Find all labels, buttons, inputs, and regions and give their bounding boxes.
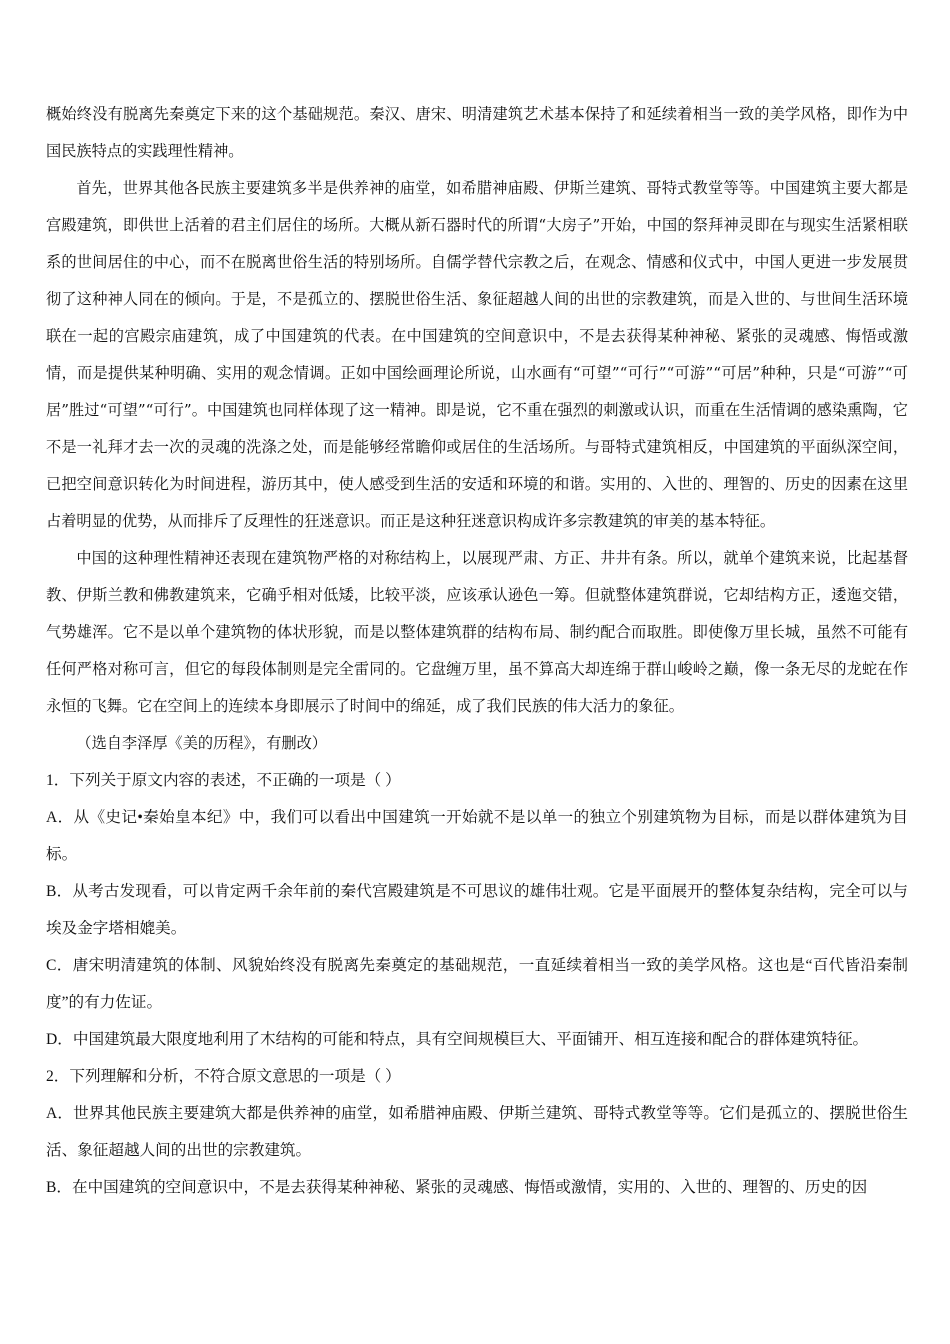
passage-paragraph: 概始终没有脱离先秦奠定下来的这个基础规范。秦汉、唐宋、明清建筑艺术基本保持了和延续着相当一致的美学风格，即作为中国民族特点的实践理性精神。	[46, 105, 908, 160]
source-citation: （选自李泽厚《美的历程》，有删改）	[76, 734, 327, 752]
passage-paragraph: 首先，世界其他各民族主要建筑多半是供养神的庙堂，如希腊神庙殿、伊斯兰建筑、哥特式教堂等等。中国建筑主要大都是宫殿建筑，即供世上活着的君主们居住的场所。大概从新石器时代的所谓“大房子”开始，中国的祭拜神灵即在与现实生活紧相联系的世间居住的中心，而不在脱离世俗生活的特别场所。自儒学替代宗教之后，在观念、情感和仪式中，中国人更进一步发展贯彻了这种神人同在的倾向。于是，不是孤立的、摆脱世俗生活、象征超越人间的出世的宗教建筑，而是入世的、与世间生活环境联在一起的宫殿宗庙建筑，成了中国建筑的代表。在中国建筑的空间意识中，不是去获得某种神秘、紧张的灵魂感、悔悟或激情，而是提供某种明确、实用的观念情调。正如中国绘画理论所说，山水画有“可望”“可行”“可游”“可居”种种，只是“可游”“可居”胜过“可望”“可行”。中国建筑也同样体现了这一精神。即是说，它不重在强烈的刺激或认识，而重在生活情调的感染熏陶，它不是一礼拜才去一次的灵魂的洗涤之处，而是能够经常瞻仰或居住的生活场所。与哥特式建筑相反，中国建筑的平面纵深空间，已把空间意识转化为时间进程，游历其中，使人感受到生活的安适和环境的和谐。实用的、入世的、理智的、历史的因素在这里占着明显的优势，从而排斥了反理性的狂迷意识。而正是这种狂迷意识构成许多宗教建筑的审美的基本特征。	[46, 179, 908, 530]
question-stem: 2．下列理解和分析，不符合原文意思的一项是（ ）	[46, 1068, 401, 1085]
option-a: A．世界其他民族主要建筑大都是供养神的庙堂，如希腊神庙殿、伊斯兰建筑、哥特式教堂等等。它们是孤立的、摆脱世俗生活、象征超越人间的出世的宗教建筑。	[46, 1105, 908, 1159]
document-page	[46, 96, 908, 1206]
passage-paragraph: 中国的这种理性精神还表现在建筑物严格的对称结构上，以展现严肃、方正、井井有条。所以，就单个建筑来说，比起基督教、伊斯兰教和佛教建筑来，它确乎相对低矮，比较平淡，应该承认逊色一筹。但就整体建筑群说，它却结构方正，逶迤交错，气势雄浑。它不是以单个建筑物的体状形貌，而是以整体建筑群的结构布局、制约配合而取胜。即使像万里长城，虽然不可能有任何严格对称可言，但它的每段体制则是完全雷同的。它盘缠万里，虽不算高大却连绵于群山峻岭之巅，像一条无尽的龙蛇在作永恒的飞舞。它在空间上的连续本身即展示了时间中的绵延，成了我们民族的伟大活力的象征。	[46, 549, 908, 715]
question-stem: 1．下列关于原文内容的表述，不正确的一项是（ ）	[46, 772, 401, 789]
option-d: D．中国建筑最大限度地利用了木结构的可能和特点，具有空间规模巨大、平面铺开、相互连接和配合的群体建筑特征。	[46, 1031, 869, 1048]
option-a: A．从《史记•秦始皇本纪》中，我们可以看出中国建筑一开始就不是以单一的独立个别建筑物为目标，而是以群体建筑为目标。	[46, 809, 908, 863]
option-c: C．唐宋明清建筑的体制、风貌始终没有脱离先秦奠定的基础规范，一直延续着相当一致的美学风格。这也是“百代皆沿秦制度”的有力佐证。	[46, 957, 908, 1011]
option-b: B．在中国建筑的空间意识中，不是去获得某种神秘、紧张的灵魂感、悔悟或激情，实用的、入世的、理智的、历史的因	[46, 1179, 868, 1196]
option-b: B．从考古发现看，可以肯定两千余年前的秦代宫殿建筑是不可思议的雄伟壮观。它是平面展开的整体复杂结构，完全可以与埃及金字塔相媲美。	[46, 883, 908, 937]
